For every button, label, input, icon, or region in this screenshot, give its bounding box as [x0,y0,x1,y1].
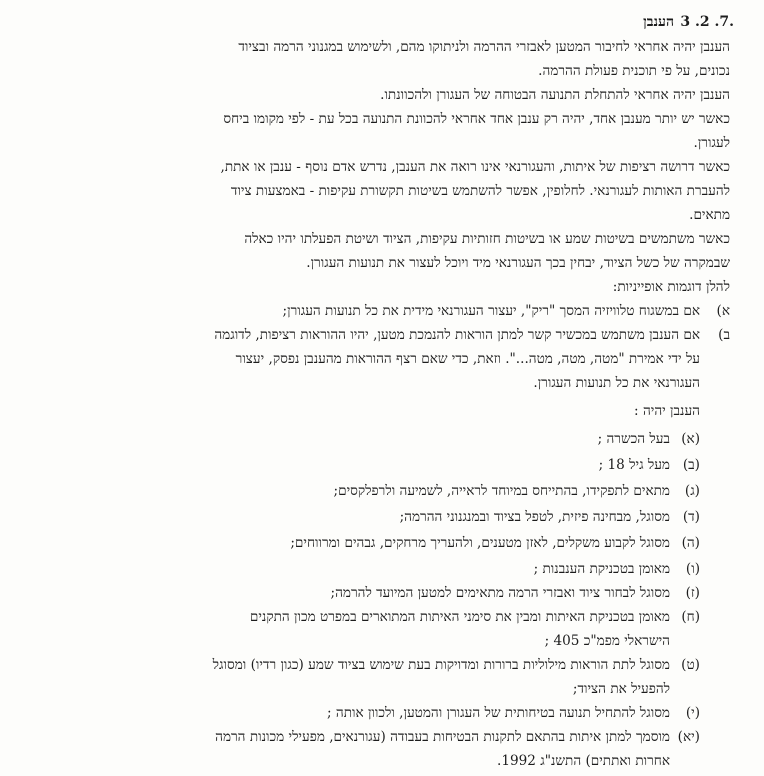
requirement-text: מסוגל לתת הוראות מילוליות ברורות ומדויקות בעת שימוש בציוד שמע (כגון רדיו) ומסוגל [212,657,670,673]
requirement-marker: (ד) [682,509,700,525]
requirement-marker: (ט) [681,657,700,673]
body-line: להלן דוגמות אופייניות: [612,279,730,295]
example-text: העגורנאי את כל תנועות העגורן. [533,375,700,391]
requirement-item [18,728,700,746]
requirement-item [18,534,700,552]
requirement-marker: (ז) [685,585,700,601]
requirement-text: מעל גיל 18 ; [598,457,670,473]
body-line: הענבן יהיה אחראי לחיבור המטען לאבזרי ההרמה ולניתוקו מהם, ולשימוש במגנוני הרמה ובציוד [238,39,730,55]
requirement-text: מסוגל, מבחינה פיזית, לטפל בציוד ובמנגנוני ההרמה; [399,509,670,525]
requirement-text: הישראלי מפמ"כ 405 ; [544,633,670,649]
requirement-item [18,430,700,448]
example-text: אם הענבן משתמש במכשיר קשר למתן הוראות להנמכת מטען, יהיו ההוראות רציפות, לדוגמה [214,327,700,343]
requirement-marker: (ה) [681,535,700,551]
requirement-text: מסוגל לבחור ציוד ואבזרי הרמה מתאימים למטען המיועד להרמה; [330,585,670,601]
requirement-marker: (ג) [684,483,700,499]
requirement-marker: (ו) [685,561,700,577]
body-line: שבמקרה של כשל הציוד, יבחין בכך העגורנאי מיד ויוכל לעצור את תנועות העגורן. [306,255,730,271]
body-line: כאשר יש יותר מענבן אחד, יהיה רק ענבן אחד אחראי להכוונת התנועה בכל עת - לפי מקומו ביחס [223,111,730,127]
requirement-marker: (י) [685,705,700,721]
example-item [18,302,730,320]
requirement-item [18,482,700,500]
requirement-item [18,608,700,626]
requirement-item [18,584,700,602]
example-text: אם במשגוח טלוויזיה המסך "ריק", יעצור העגורנאי מידית את כל תנועות העגורן; [282,303,700,319]
body-line: הענבן יהיה אחראי להתחלת התנועה הבטוחה של העגורן ולהכוונתו. [380,87,730,103]
requirement-marker: (ב) [682,457,700,473]
requirement-text: מתאים לתפקידו, בהתייחס במיוחד לראייה, לשמיעה ולרפלקסים; [333,483,670,499]
requirement-text: מאומן בטכניקת הענבנות ; [533,561,670,577]
requirement-text: להפעיל את הציוד; [572,681,670,697]
requirement-text: מאומן בטכניקת האיתות ומבין את סימני האיתות המתוארים במפרט מכון התקנים [249,609,670,625]
requirement-marker: (יא) [677,729,700,745]
requirement-item [18,560,700,578]
requirement-item [18,656,700,674]
requirement-text: מוסמך למתן איתות בהתאם לתקנות הבטיחות בעבודה (עגורנאים, מפעילי מכונות הרמה [215,729,670,745]
example-item [18,326,730,344]
requirement-item [18,456,700,474]
example-marker: א) [716,303,730,319]
body-line: כאשר משתמשים בשיטות שמע או בשיטות חזותיות עקיפות, הציוד ושיטת הפעלתו יהיו כאלה [244,231,730,247]
requirement-item [18,704,700,722]
section-number: .7. 2. 3 [680,14,734,30]
requirement-item [18,508,700,526]
requirement-marker: (א) [681,431,700,447]
section-title: הענבן [643,14,674,30]
requirements-intro: הענבן יהיה : [634,403,700,419]
requirement-text: בעל הכשרה ; [597,431,670,447]
body-line: מתאים. [689,207,730,223]
example-text: על ידי אמירת "מטה, מטה, מטה...". וזאת, כדי שאם רצף ההוראות מהענבן נפסק, יעצור [235,351,700,367]
requirement-marker: (ח) [681,609,700,625]
body-line: כאשר דרושה רציפות של איתות, והעגורנאי אינו רואה את הענבן, נדרש אדם נוסף - ענבן או אתת, [220,159,730,175]
body-line: נכונים, על פי תוכנית פעולת ההרמה. [538,63,730,79]
example-marker: ב) [718,327,730,343]
requirement-text: מסוגל לקבוע משקלים, לאזן מטענים, ולהעריך מרחקים, גבהים ומרווחים; [290,535,670,551]
body-line: להעברת האותות לעגורנאי. לחלופין, אפשר להשתמש בשיטות תקשורת עקיפות - באמצעות ציוד [230,183,730,199]
body-line: לעגורן. [693,135,730,151]
requirement-text: אחרות ואתתים) התשנ"ג 1992. [496,753,670,769]
requirement-text: מסוגל להתחיל תנועה בטיחותית של העגורן והמטען, ולכוון אותה ; [326,705,670,721]
